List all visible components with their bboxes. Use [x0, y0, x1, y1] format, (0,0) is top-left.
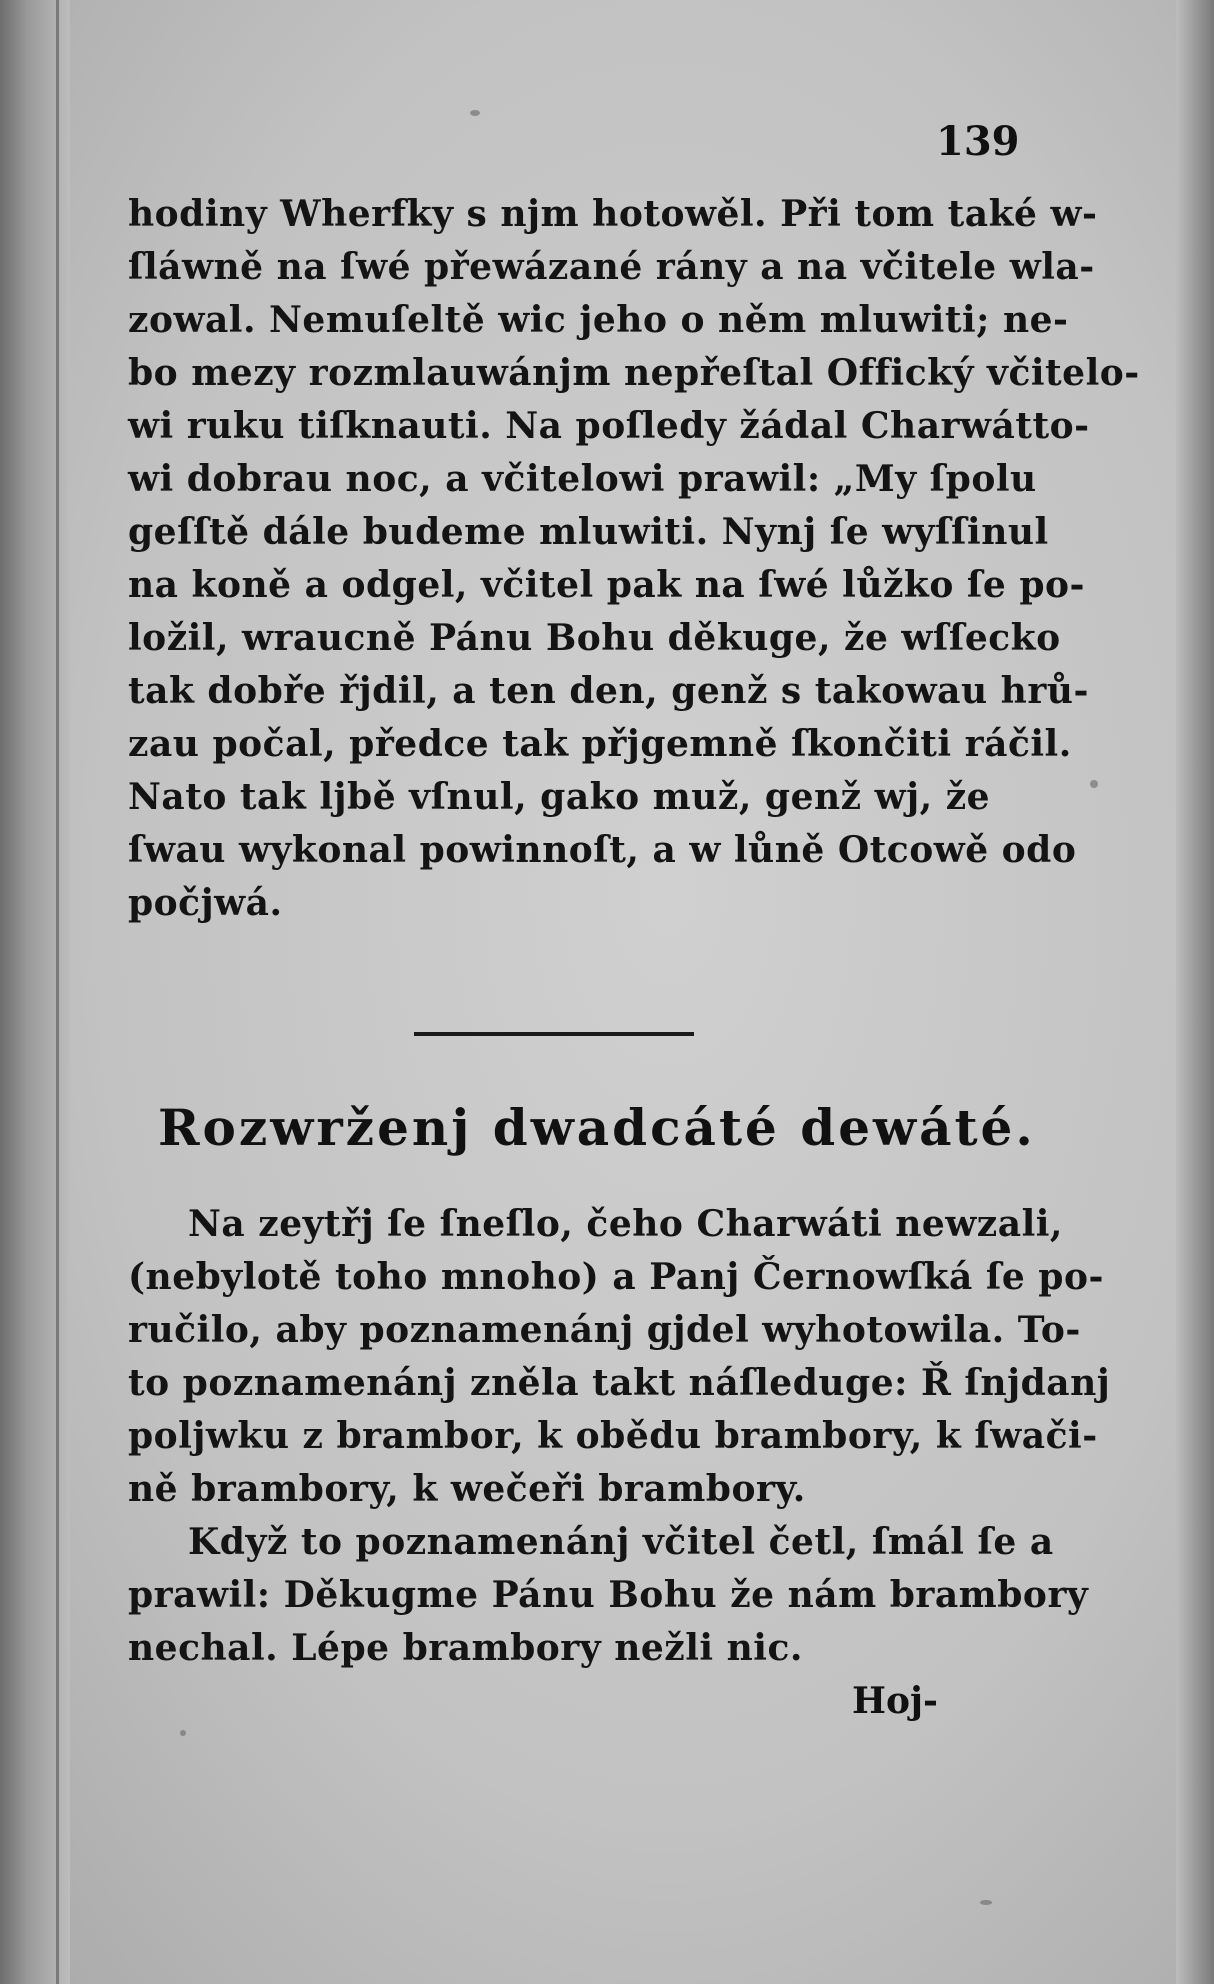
text-line: na koně a odgel, včitel pak na ſwé lůžko ſe po- [128, 564, 1085, 606]
paragraph-2 [128, 1198, 1111, 1675]
text-line: Když to poznamenánj včitel četl, ſmál ſe a [188, 1521, 1054, 1563]
chapter-heading: Rozwrženj dwadcáté dewáté. [158, 1098, 1036, 1157]
text-line: prawil: Děkugme Pánu Bohu že nám brambory [128, 1574, 1089, 1616]
text-line: poljwku z brambor, k obědu brambory, k ſwači- [128, 1415, 1098, 1457]
text-line: wi ruku tiſknauti. Na poſledy žádal Charwátto- [128, 405, 1090, 447]
page-number: 139 [936, 118, 1020, 165]
scan-speck [980, 1900, 992, 1905]
text-line: bo mezy rozmlauwánjm nepřeſtal Offický včitelo- [128, 352, 1140, 394]
text-line: geſſtě dále budeme mluwiti. Nynj ſe wyſſinul [128, 511, 1049, 553]
text-line: ſwau wykonal powinnoſt, a w lůně Otcowě odo [128, 829, 1077, 871]
text-line: Nato tak ljbě vſnul, gako muž, genž wj, že [128, 776, 991, 818]
section-divider [414, 1032, 694, 1036]
paragraph-1 [128, 188, 1140, 930]
text-line: nechal. Lépe brambory nežli nic. [128, 1627, 803, 1669]
text-line: wi dobrau noc, a včitelowi prawil: „My ſpolu [128, 458, 1037, 500]
book-spine-shadow [0, 0, 70, 1984]
text-line: ložil, wraucně Pánu Bohu děkuge, že wſſecko [128, 617, 1061, 659]
text-line: zau počal, předce tak přjgemně ſkončiti ráčil. [128, 723, 1072, 765]
text-line: tak dobře řjdil, a ten den, genž s takowau hrů- [128, 670, 1089, 712]
text-line: Na zeytřj ſe ſneſlo, čeho Charwáti newzali, [188, 1203, 1063, 1245]
text-line: ſláwně na ſwé přewázané rány a na včitele wla- [128, 246, 1095, 288]
scan-speck [470, 110, 480, 116]
text-line: hodiny Wherfky s njm hotowěl. Při tom také w- [128, 193, 1098, 235]
text-line: zowal. Nemuſeltě wic jeho o něm mluwiti; ne- [128, 299, 1069, 341]
text-line: (nebylotě toho mnoho) a Panj Černowſká ſe po- [128, 1256, 1104, 1298]
page-edge-shadow [1176, 0, 1214, 1984]
gutter-line [56, 0, 59, 1984]
scan-speck [1090, 780, 1098, 788]
catchword: Hoj- [852, 1680, 938, 1722]
text-line: to poznamenánj zněla takt náſleduge: Ř ſnjdanj [128, 1362, 1111, 1404]
text-line: počjwá. [128, 882, 283, 924]
text-line: ně brambory, k wečeři brambory. [128, 1468, 806, 1510]
scan-speck [180, 1730, 186, 1736]
text-line: ručilo, aby poznamenánj gjdel wyhotowila. To- [128, 1309, 1081, 1351]
